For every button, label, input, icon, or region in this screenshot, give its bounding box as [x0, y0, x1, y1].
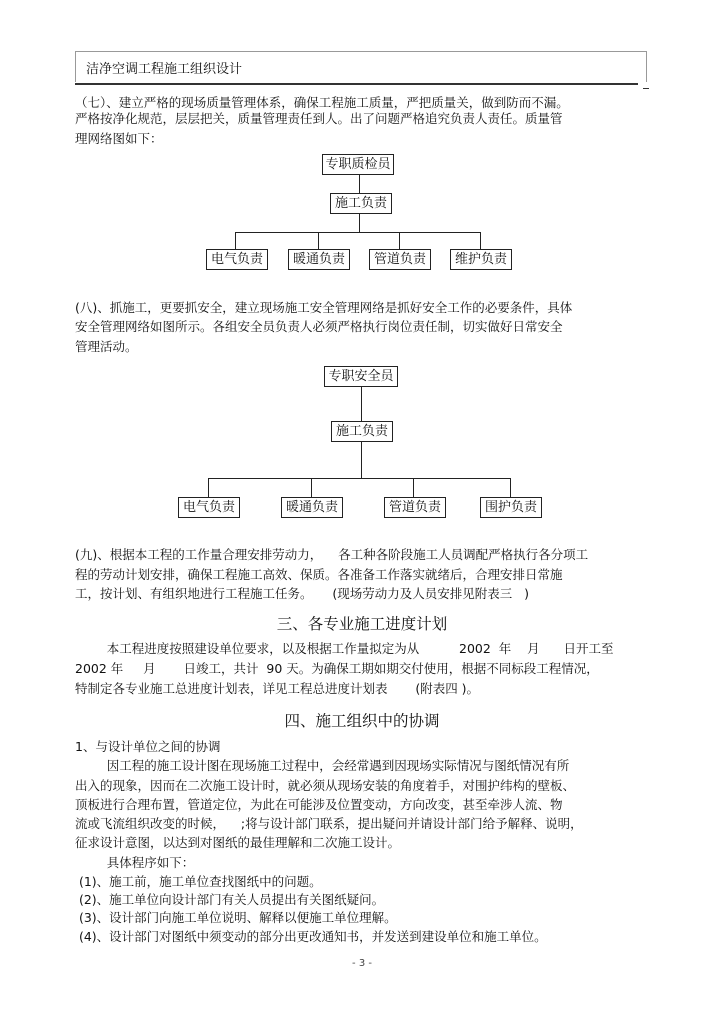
quality-chart-mid: 施工负责 — [330, 193, 392, 214]
connector — [359, 214, 360, 232]
connector — [235, 232, 236, 249]
safety-chart-leaf: 电气负责 — [178, 497, 240, 518]
connector — [510, 478, 511, 497]
step-item-3: (3)、设计部门向施工单位说明、解释以便施工单位理解。 — [75, 910, 397, 925]
part4-line-3: 顶板进行合理布置，管道定位，为此在可能涉及位置变动，方向改变，甚至牵涉人流、物 — [75, 797, 563, 812]
sec8-line-2: 安全管理网络如图所示。各组安全员负责人必须严格执行岗位责任制，切实做好日常安全 — [75, 319, 563, 334]
step-item-4: (4)、设计部门对图纸中须变动的部分出更改通知书，并发送到建设单位和施工单位。 — [75, 929, 547, 944]
connector — [311, 478, 312, 497]
quality-chart-top: 专职质检员 — [322, 154, 394, 175]
part3-line-3: 特制定各专业施工总进度计划表，详见工程总进度计划表 (附表四 )。 — [75, 681, 480, 696]
sec7-line-3: 理网络图如下： — [75, 131, 163, 146]
connector — [361, 442, 362, 478]
part4-line-2: 出入的现象，因而在二次施工设计时，就必须从现场安装的角度着手，对围护纬构的壁板、 — [75, 778, 576, 793]
sec9-line-2: 程的劳动计划安排，确保工程施工高效、保质。各准备工作落实就绪后，合理安排日常施 — [75, 567, 563, 582]
sec8-line-3: 管理活动。 — [75, 339, 138, 354]
safety-chart-leaf: 暖通负责 — [281, 497, 343, 518]
part4-line-1: 因工程的施工设计图在现场施工过程中，会经常遇到因现场实际情况与图纸情况有所 — [75, 758, 570, 773]
safety-chart-top: 专职安全员 — [324, 366, 398, 387]
connector — [413, 478, 414, 497]
sec7-line-2: 严格按净化规范，层层把关，质量管理责任到人。出了问题严格追究负责人责任。质量管 — [75, 111, 563, 126]
part3-line-2: 2002 年 月 日竣工，共计 90 天。为确保工期如期交付使用，根据不同标段工程情况， — [75, 661, 599, 676]
part4-line-6: 具体程序如下： — [75, 855, 195, 870]
part3-line-1: 本工程进度按照建设单位要求，以及根据工作量拟定为从 2002 年 月 日开工至 — [75, 641, 614, 656]
part4-subheading: 1、与设计单位之间的协调 — [75, 739, 221, 754]
connector — [361, 387, 362, 421]
part4-line-4: 流或飞流组织改变的时候， ;将与设计部门联系，提出疑问并请设计部门给予解释、说明， — [75, 816, 583, 831]
connector — [359, 175, 360, 193]
part3-heading: 三、各专业施工进度计划 — [276, 615, 448, 633]
sec9-line-3: 工，按计划、有组织地进行工程施工任务。 (现场劳动力及人员安排见附表三 ) — [75, 586, 530, 601]
part4-heading: 四、施工组织中的协调 — [284, 712, 440, 730]
sec8-line-1: (八)、抓施工，更要抓安全，建立现场施工安全管理网络是抓好安全工作的必要条件，具体 — [75, 300, 573, 315]
connector — [208, 478, 209, 497]
step-item-2: (2)、施工单位向设计部门有关人员提出有关图纸疑问。 — [75, 892, 385, 907]
sec7-line-1: （七）、建立严格的现场质量管理体系，确保工程施工质量，严把质量关，做到防而不漏。 — [75, 95, 569, 110]
quality-chart-leaf: 维护负责 — [450, 249, 512, 270]
page-number: - 3 - — [352, 958, 372, 969]
quality-chart-leaf: 电气负责 — [206, 249, 268, 270]
connector — [318, 232, 319, 249]
connector — [480, 232, 481, 249]
safety-chart-leaf: 围护负责 — [480, 497, 542, 518]
connector — [399, 232, 400, 249]
header-title: 洁净空调工程施工组织设计 — [86, 62, 243, 77]
step-item-1: (1)、施工前，施工单位查找图纸中的问题。 — [75, 874, 322, 889]
quality-chart-leaf: 暖通负责 — [288, 249, 350, 270]
connector — [235, 232, 480, 233]
safety-chart-leaf: 管道负责 — [384, 497, 446, 518]
connector — [208, 478, 510, 479]
safety-chart-mid: 施工负责 — [331, 421, 393, 442]
quality-chart-leaf: 管道负责 — [369, 249, 431, 270]
sec9-line-1: (九)、根据本工程的工作量合理安排劳动力， 各工种各阶段施工人员调配严格执行各分项工 — [75, 547, 589, 562]
header-tick — [643, 88, 649, 89]
header-rule — [75, 83, 638, 85]
part4-line-5: 征求设计意图，以达到对图纸的最佳理解和二次施工设计。 — [75, 835, 401, 850]
